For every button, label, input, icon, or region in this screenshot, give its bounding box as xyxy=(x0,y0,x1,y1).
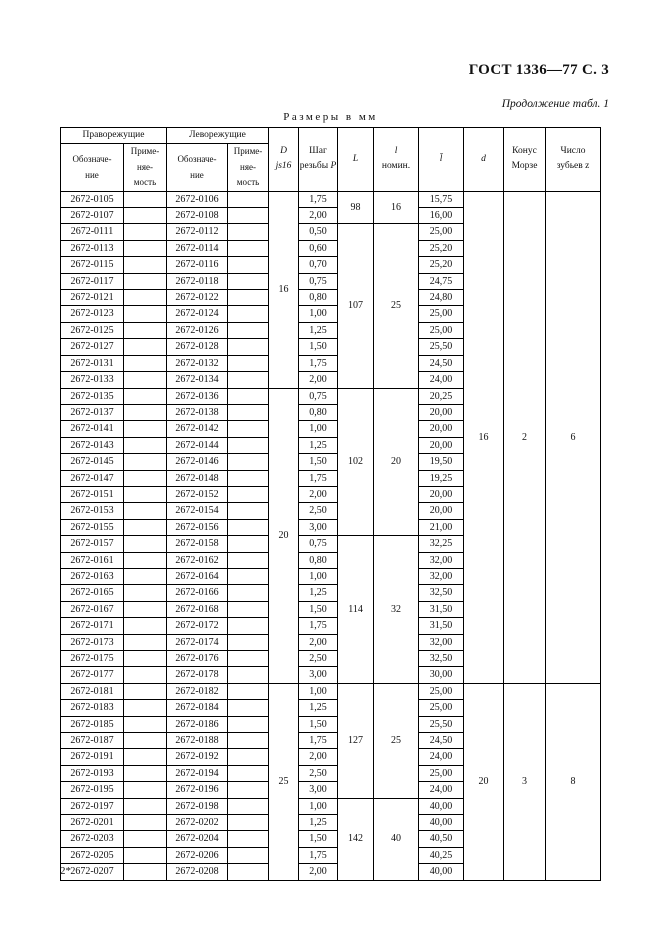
pitch-cell: 1,75 xyxy=(299,618,338,634)
designation-right-cell: 2672-0197 xyxy=(61,798,124,814)
designation-right-cell: 2672-0105 xyxy=(61,191,124,207)
pitch-cell: 0,80 xyxy=(299,290,338,306)
l-bar-cell: 24,80 xyxy=(419,290,464,306)
col-header-teeth: Число зубьев z xyxy=(546,128,601,192)
designation-left-cell: 2672-0166 xyxy=(167,585,228,601)
col-header-d: d xyxy=(464,128,504,192)
designation-right-cell: 2672-0171 xyxy=(61,618,124,634)
application-left-cell xyxy=(228,454,269,470)
application-left-cell xyxy=(228,224,269,240)
application-right-cell xyxy=(124,634,167,650)
l-nom-cell: 16 xyxy=(374,191,419,224)
designation-right-cell: 2672-0113 xyxy=(61,240,124,256)
designation-left-cell: 2672-0114 xyxy=(167,240,228,256)
application-left-cell xyxy=(228,372,269,388)
designation-left-cell: 2672-0132 xyxy=(167,355,228,371)
l-bar-cell: 25,20 xyxy=(419,257,464,273)
designation-left-cell: 2672-0194 xyxy=(167,765,228,781)
designation-left-cell: 2672-0154 xyxy=(167,503,228,519)
designation-right-cell: 2672-0201 xyxy=(61,815,124,831)
application-right-cell xyxy=(124,651,167,667)
designation-right-cell: 2672-0181 xyxy=(61,683,124,699)
application-left-cell xyxy=(228,208,269,224)
pitch-cell: 1,50 xyxy=(299,454,338,470)
pitch-cell: 3,00 xyxy=(299,782,338,798)
application-right-cell xyxy=(124,864,167,880)
pitch-cell: 1,25 xyxy=(299,322,338,338)
designation-left-cell: 2672-0176 xyxy=(167,651,228,667)
designation-left-cell: 2672-0204 xyxy=(167,831,228,847)
col-header-designation-left: Обозначе- ние xyxy=(167,144,228,191)
designation-right-cell: 2672-0163 xyxy=(61,568,124,584)
application-right-cell xyxy=(124,667,167,683)
pitch-cell: 2,00 xyxy=(299,372,338,388)
designation-left-cell: 2672-0162 xyxy=(167,552,228,568)
l-bar-cell: 20,00 xyxy=(419,503,464,519)
l-bar-cell: 15,75 xyxy=(419,191,464,207)
application-right-cell xyxy=(124,191,167,207)
application-right-cell xyxy=(124,536,167,552)
designation-left-cell: 2672-0136 xyxy=(167,388,228,404)
designation-right-cell: 2672-0167 xyxy=(61,601,124,617)
l-bar-cell: 25,00 xyxy=(419,765,464,781)
designation-right-cell: 2672-0191 xyxy=(61,749,124,765)
l-nom-cell: 25 xyxy=(374,224,419,388)
designation-left-cell: 2672-0164 xyxy=(167,568,228,584)
l-nom-cell: 25 xyxy=(374,683,419,798)
designation-right-cell: 2672-0205 xyxy=(61,847,124,863)
l-bar-cell: 25,00 xyxy=(419,322,464,338)
application-right-cell xyxy=(124,601,167,617)
application-left-cell xyxy=(228,322,269,338)
pitch-cell: 1,75 xyxy=(299,733,338,749)
designation-left-cell: 2672-0106 xyxy=(167,191,228,207)
L-cell: 127 xyxy=(338,683,374,798)
application-right-cell xyxy=(124,749,167,765)
designation-left-cell: 2672-0174 xyxy=(167,634,228,650)
application-left-cell xyxy=(228,388,269,404)
designation-right-cell: 2672-0207 xyxy=(61,864,124,880)
designation-left-cell: 2672-0144 xyxy=(167,437,228,453)
col-header-l-bar: l̄ xyxy=(419,128,464,192)
designation-right-cell: 2672-0183 xyxy=(61,700,124,716)
application-right-cell xyxy=(124,240,167,256)
application-right-cell xyxy=(124,372,167,388)
d-cell: 16 xyxy=(464,191,504,683)
application-right-cell xyxy=(124,421,167,437)
designation-left-cell: 2672-0156 xyxy=(167,519,228,535)
designation-right-cell: 2672-0111 xyxy=(61,224,124,240)
cone-cell: 3 xyxy=(504,683,546,880)
pitch-cell: 1,00 xyxy=(299,683,338,699)
designation-left-cell: 2672-0182 xyxy=(167,683,228,699)
teeth-cell: 8 xyxy=(546,683,601,880)
application-left-cell xyxy=(228,585,269,601)
l-bar-cell: 19,25 xyxy=(419,470,464,486)
l-bar-cell: 20,00 xyxy=(419,421,464,437)
d-cell: 20 xyxy=(464,683,504,880)
application-left-cell xyxy=(228,290,269,306)
table-body xyxy=(61,191,601,880)
l-bar-cell: 25,50 xyxy=(419,339,464,355)
designation-right-cell: 2672-0135 xyxy=(61,388,124,404)
designation-right-cell: 2672-0115 xyxy=(61,257,124,273)
application-right-cell xyxy=(124,765,167,781)
application-left-cell xyxy=(228,815,269,831)
pitch-cell: 1,25 xyxy=(299,700,338,716)
application-right-cell xyxy=(124,437,167,453)
l-bar-cell: 16,00 xyxy=(419,208,464,224)
designation-right-cell: 2672-0203 xyxy=(61,831,124,847)
application-left-cell xyxy=(228,257,269,273)
designation-left-cell: 2672-0192 xyxy=(167,749,228,765)
designation-left-cell: 2672-0126 xyxy=(167,322,228,338)
l-bar-cell: 31,50 xyxy=(419,601,464,617)
application-left-cell xyxy=(228,536,269,552)
application-left-cell xyxy=(228,864,269,880)
designation-left-cell: 2672-0198 xyxy=(167,798,228,814)
l-bar-cell: 30,00 xyxy=(419,667,464,683)
application-left-cell xyxy=(228,782,269,798)
l-bar-cell: 24,75 xyxy=(419,273,464,289)
application-right-cell xyxy=(124,585,167,601)
designation-left-cell: 2672-0158 xyxy=(167,536,228,552)
pitch-cell: 0,75 xyxy=(299,273,338,289)
application-right-cell xyxy=(124,552,167,568)
cone-cell: 2 xyxy=(504,191,546,683)
pitch-cell: 1,75 xyxy=(299,191,338,207)
designation-left-cell: 2672-0116 xyxy=(167,257,228,273)
application-right-cell xyxy=(124,404,167,420)
application-left-cell xyxy=(228,601,269,617)
application-right-cell xyxy=(124,355,167,371)
application-left-cell xyxy=(228,240,269,256)
group-header-right: Праворежущие xyxy=(61,128,167,144)
application-left-cell xyxy=(228,191,269,207)
L-cell: 107 xyxy=(338,224,374,388)
designation-right-cell: 2672-0187 xyxy=(61,733,124,749)
col-header-pitch: Шаг резьбы P xyxy=(299,128,338,192)
L-cell: 114 xyxy=(338,536,374,684)
application-left-cell xyxy=(228,847,269,863)
application-right-cell xyxy=(124,224,167,240)
col-header-l-nom: l номин. xyxy=(374,128,419,192)
pitch-cell: 1,00 xyxy=(299,568,338,584)
pitch-cell: 1,00 xyxy=(299,306,338,322)
l-bar-cell: 24,00 xyxy=(419,372,464,388)
designation-right-cell: 2672-0165 xyxy=(61,585,124,601)
pitch-cell: 0,75 xyxy=(299,536,338,552)
pitch-cell: 0,75 xyxy=(299,388,338,404)
application-right-cell xyxy=(124,470,167,486)
application-left-cell xyxy=(228,651,269,667)
pitch-cell: 2,00 xyxy=(299,486,338,502)
designation-left-cell: 2672-0142 xyxy=(167,421,228,437)
pitch-cell: 2,50 xyxy=(299,765,338,781)
application-right-cell xyxy=(124,486,167,502)
l-bar-cell: 24,00 xyxy=(419,749,464,765)
l-bar-cell: 32,00 xyxy=(419,568,464,584)
designation-right-cell: 2672-0147 xyxy=(61,470,124,486)
pitch-cell: 0,80 xyxy=(299,404,338,420)
pitch-cell: 1,25 xyxy=(299,585,338,601)
pitch-cell: 2,00 xyxy=(299,749,338,765)
application-right-cell xyxy=(124,815,167,831)
l-bar-cell: 25,00 xyxy=(419,700,464,716)
designation-left-cell: 2672-0128 xyxy=(167,339,228,355)
designation-right-cell: 2672-0195 xyxy=(61,782,124,798)
designation-left-cell: 2672-0208 xyxy=(167,864,228,880)
designation-left-cell: 2672-0122 xyxy=(167,290,228,306)
pitch-cell: 1,75 xyxy=(299,847,338,863)
designation-right-cell: 2672-0123 xyxy=(61,306,124,322)
designation-left-cell: 2672-0112 xyxy=(167,224,228,240)
D-cell: 25 xyxy=(269,683,299,880)
application-right-cell xyxy=(124,782,167,798)
L-cell: 98 xyxy=(338,191,374,224)
application-right-cell xyxy=(124,733,167,749)
page-title: ГОСТ 1336—77 С. 3 xyxy=(468,62,609,78)
l-bar-cell: 32,50 xyxy=(419,651,464,667)
designation-left-cell: 2672-0152 xyxy=(167,486,228,502)
application-left-cell xyxy=(228,519,269,535)
designation-left-cell: 2672-0108 xyxy=(167,208,228,224)
application-left-cell xyxy=(228,700,269,716)
application-right-cell xyxy=(124,683,167,699)
designation-right-cell: 2672-0145 xyxy=(61,454,124,470)
l-bar-cell: 40,25 xyxy=(419,847,464,863)
designation-left-cell: 2672-0146 xyxy=(167,454,228,470)
pitch-cell: 2,00 xyxy=(299,208,338,224)
application-left-cell xyxy=(228,273,269,289)
designation-left-cell: 2672-0206 xyxy=(167,847,228,863)
col-header-L: L xyxy=(338,128,374,192)
application-right-cell xyxy=(124,454,167,470)
l-bar-cell: 40,50 xyxy=(419,831,464,847)
l-bar-cell: 25,00 xyxy=(419,224,464,240)
l-bar-cell: 40,00 xyxy=(419,815,464,831)
pitch-cell: 0,50 xyxy=(299,224,338,240)
group-header-left: Леворежущие xyxy=(167,128,269,144)
l-bar-cell: 25,00 xyxy=(419,683,464,699)
pitch-cell: 2,50 xyxy=(299,651,338,667)
table-row xyxy=(61,191,601,207)
designation-left-cell: 2672-0148 xyxy=(167,470,228,486)
pitch-cell: 0,80 xyxy=(299,552,338,568)
l-nom-cell: 40 xyxy=(374,798,419,880)
designation-right-cell: 2672-0153 xyxy=(61,503,124,519)
application-left-cell xyxy=(228,421,269,437)
application-right-cell xyxy=(124,568,167,584)
designation-right-cell: 2672-0107 xyxy=(61,208,124,224)
application-left-cell xyxy=(228,683,269,699)
L-cell: 102 xyxy=(338,388,374,536)
designation-left-cell: 2672-0118 xyxy=(167,273,228,289)
pitch-cell: 1,25 xyxy=(299,815,338,831)
col-header-D: D js16 xyxy=(269,128,299,192)
l-bar-cell: 32,00 xyxy=(419,552,464,568)
l-bar-cell: 20,00 xyxy=(419,486,464,502)
teeth-cell: 6 xyxy=(546,191,601,683)
application-left-cell xyxy=(228,306,269,322)
pitch-cell: 1,00 xyxy=(299,421,338,437)
application-left-cell xyxy=(228,749,269,765)
application-right-cell xyxy=(124,339,167,355)
col-header-application-left: Приме- няе- мость xyxy=(228,144,269,191)
pitch-cell: 1,50 xyxy=(299,716,338,732)
application-left-cell xyxy=(228,552,269,568)
designation-right-cell: 2672-0125 xyxy=(61,322,124,338)
designation-right-cell: 2672-0151 xyxy=(61,486,124,502)
designation-left-cell: 2672-0138 xyxy=(167,404,228,420)
designation-right-cell: 2672-0143 xyxy=(61,437,124,453)
designation-left-cell: 2672-0188 xyxy=(167,733,228,749)
designation-right-cell: 2672-0175 xyxy=(61,651,124,667)
l-bar-cell: 40,00 xyxy=(419,864,464,880)
designation-right-cell: 2672-0173 xyxy=(61,634,124,650)
application-right-cell xyxy=(124,847,167,863)
pitch-cell: 1,75 xyxy=(299,355,338,371)
designation-right-cell: 2672-0157 xyxy=(61,536,124,552)
designation-right-cell: 2672-0141 xyxy=(61,421,124,437)
application-right-cell xyxy=(124,290,167,306)
pitch-cell: 3,00 xyxy=(299,667,338,683)
l-bar-cell: 21,00 xyxy=(419,519,464,535)
application-left-cell xyxy=(228,339,269,355)
pitch-cell: 2,50 xyxy=(299,503,338,519)
l-bar-cell: 32,00 xyxy=(419,634,464,650)
application-left-cell xyxy=(228,355,269,371)
D-cell: 20 xyxy=(269,388,299,683)
l-bar-cell: 31,50 xyxy=(419,618,464,634)
application-right-cell xyxy=(124,700,167,716)
application-right-cell xyxy=(124,273,167,289)
l-bar-cell: 24,00 xyxy=(419,782,464,798)
application-left-cell xyxy=(228,634,269,650)
application-left-cell xyxy=(228,568,269,584)
designation-left-cell: 2672-0196 xyxy=(167,782,228,798)
application-left-cell xyxy=(228,404,269,420)
dimensions-table xyxy=(60,127,601,881)
pitch-cell: 1,25 xyxy=(299,437,338,453)
col-header-cone: Конус Морзе xyxy=(504,128,546,192)
application-right-cell xyxy=(124,716,167,732)
designation-left-cell: 2672-0184 xyxy=(167,700,228,716)
application-right-cell xyxy=(124,519,167,535)
application-right-cell xyxy=(124,831,167,847)
designation-right-cell: 2672-0137 xyxy=(61,404,124,420)
designation-right-cell: 2672-0117 xyxy=(61,273,124,289)
designation-right-cell: 2672-0155 xyxy=(61,519,124,535)
l-nom-cell: 20 xyxy=(374,388,419,536)
application-left-cell xyxy=(228,618,269,634)
l-bar-cell: 25,00 xyxy=(419,306,464,322)
designation-right-cell: 2672-0133 xyxy=(61,372,124,388)
application-right-cell xyxy=(124,798,167,814)
l-bar-cell: 32,25 xyxy=(419,536,464,552)
application-left-cell xyxy=(228,716,269,732)
designation-left-cell: 2672-0168 xyxy=(167,601,228,617)
col-header-designation-right: Обозначе- ние xyxy=(61,144,124,191)
designation-right-cell: 2672-0131 xyxy=(61,355,124,371)
l-bar-cell: 25,20 xyxy=(419,240,464,256)
designation-left-cell: 2672-0178 xyxy=(167,667,228,683)
designation-left-cell: 2672-0202 xyxy=(167,815,228,831)
application-right-cell xyxy=(124,208,167,224)
pitch-cell: 2,00 xyxy=(299,864,338,880)
application-right-cell xyxy=(124,306,167,322)
l-bar-cell: 40,00 xyxy=(419,798,464,814)
units-caption: Размеры в мм xyxy=(283,111,378,123)
designation-right-cell: 2672-0193 xyxy=(61,765,124,781)
pitch-cell: 3,00 xyxy=(299,519,338,535)
designation-left-cell: 2672-0186 xyxy=(167,716,228,732)
pitch-cell: 0,60 xyxy=(299,240,338,256)
application-left-cell xyxy=(228,831,269,847)
l-bar-cell: 32,50 xyxy=(419,585,464,601)
designation-left-cell: 2672-0124 xyxy=(167,306,228,322)
application-right-cell xyxy=(124,618,167,634)
designation-left-cell: 2672-0172 xyxy=(167,618,228,634)
pitch-cell: 1,50 xyxy=(299,339,338,355)
designation-right-cell: 2672-0177 xyxy=(61,667,124,683)
continuation-label: Продолжение табл. 1 xyxy=(501,98,609,110)
pitch-cell: 1,75 xyxy=(299,470,338,486)
application-left-cell xyxy=(228,733,269,749)
D-cell: 16 xyxy=(269,191,299,388)
footer-mark: 2* xyxy=(60,865,71,877)
application-left-cell xyxy=(228,503,269,519)
application-left-cell xyxy=(228,667,269,683)
pitch-cell: 1,50 xyxy=(299,831,338,847)
application-left-cell xyxy=(228,437,269,453)
designation-right-cell: 2672-0121 xyxy=(61,290,124,306)
pitch-cell: 0,70 xyxy=(299,257,338,273)
designation-right-cell: 2672-0161 xyxy=(61,552,124,568)
l-nom-cell: 32 xyxy=(374,536,419,684)
application-right-cell xyxy=(124,388,167,404)
application-right-cell xyxy=(124,503,167,519)
application-right-cell xyxy=(124,322,167,338)
l-bar-cell: 24,50 xyxy=(419,733,464,749)
l-bar-cell: 20,25 xyxy=(419,388,464,404)
application-right-cell xyxy=(124,257,167,273)
designation-left-cell: 2672-0134 xyxy=(167,372,228,388)
pitch-cell: 2,00 xyxy=(299,634,338,650)
l-bar-cell: 24,50 xyxy=(419,355,464,371)
col-header-application-right: Приме- няе- мость xyxy=(124,144,167,191)
application-left-cell xyxy=(228,470,269,486)
application-left-cell xyxy=(228,798,269,814)
l-bar-cell: 20,00 xyxy=(419,404,464,420)
L-cell: 142 xyxy=(338,798,374,880)
pitch-cell: 1,00 xyxy=(299,798,338,814)
designation-right-cell: 2672-0127 xyxy=(61,339,124,355)
pitch-cell: 1,50 xyxy=(299,601,338,617)
application-left-cell xyxy=(228,765,269,781)
l-bar-cell: 20,00 xyxy=(419,437,464,453)
table-row xyxy=(61,683,601,699)
l-bar-cell: 19,50 xyxy=(419,454,464,470)
l-bar-cell: 25,50 xyxy=(419,716,464,732)
application-left-cell xyxy=(228,486,269,502)
designation-right-cell: 2672-0185 xyxy=(61,716,124,732)
